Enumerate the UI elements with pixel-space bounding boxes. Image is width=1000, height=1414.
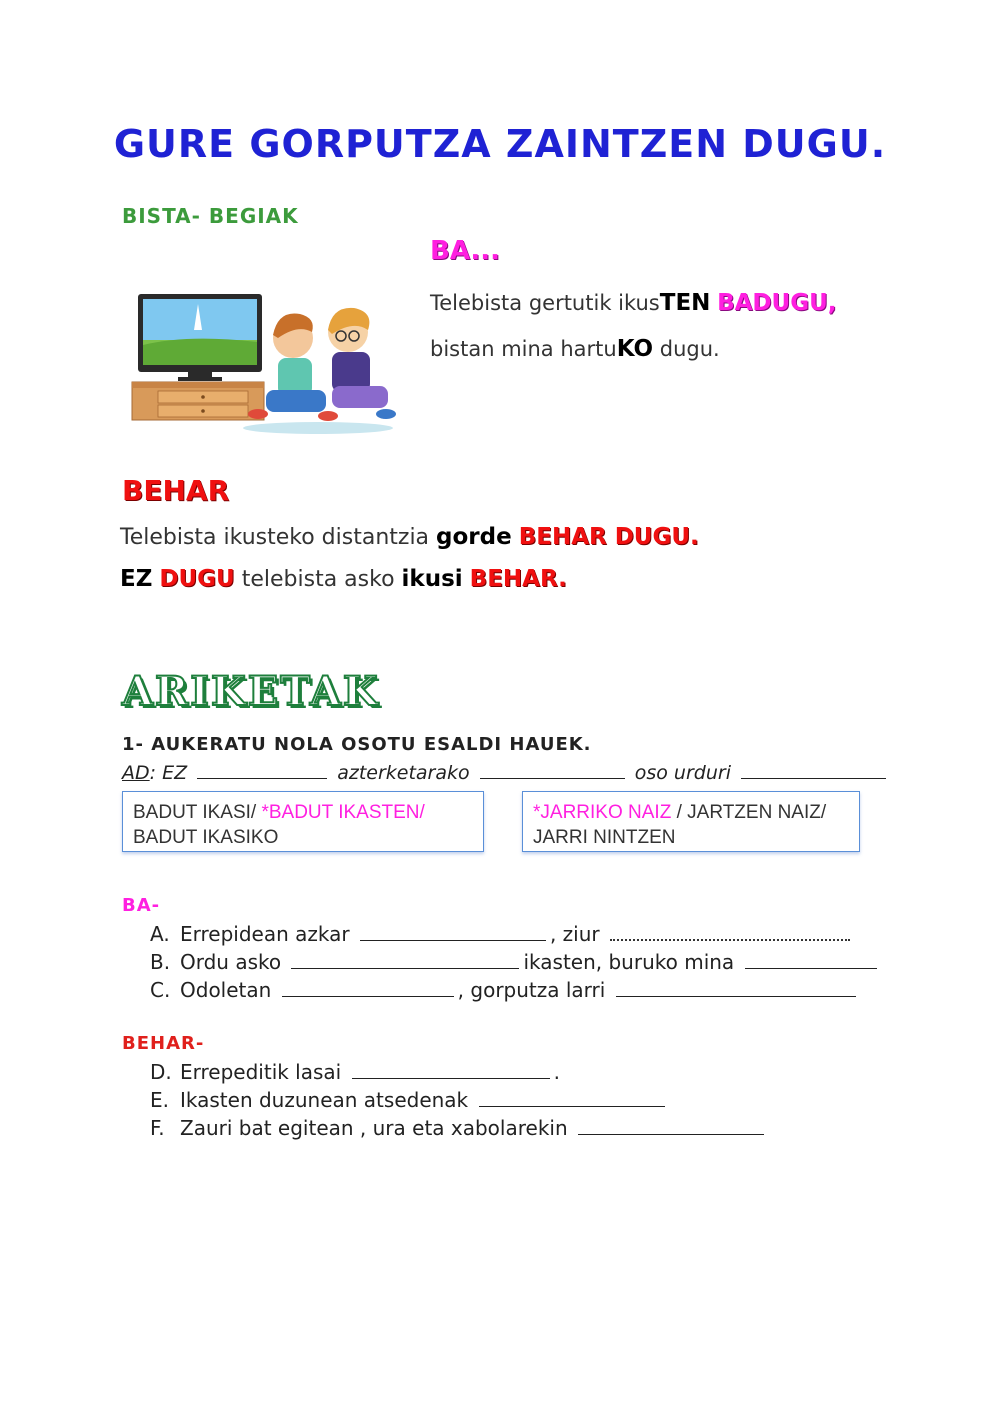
behar-line2-aux: DUGU xyxy=(159,566,235,592)
item-letter: C. xyxy=(150,978,171,1002)
ba-line2-suffix: KO xyxy=(616,336,654,362)
ba-exercise-label: BA- xyxy=(122,895,161,916)
exercise-item-b xyxy=(150,950,881,974)
behar-line2-text: telebista asko xyxy=(241,567,395,592)
item-text-2: . xyxy=(553,1060,560,1084)
example-blank-1[interactable] xyxy=(197,777,327,779)
example-word-2: azterketarako xyxy=(337,762,470,784)
item-letter: E. xyxy=(150,1088,169,1112)
behar-line1-verb: gorde xyxy=(436,524,512,550)
behar-exercise-label: BEHAR- xyxy=(122,1033,205,1054)
behar-line1-emphasis: BEHAR DUGU. xyxy=(518,524,699,550)
example-word-1: : EZ xyxy=(149,762,188,784)
exercise-item-f xyxy=(150,1116,768,1140)
option-badut-ikasi: BADUT IKASI/ xyxy=(133,802,262,823)
ba-line1-text: Telebista gertutik ikus xyxy=(430,291,660,315)
options-box-a-line-2: BADUT IKASIKO xyxy=(133,827,279,848)
item-letter: D. xyxy=(150,1060,172,1084)
option-jartzen-naiz: / JARTZEN NAIZ/ xyxy=(671,802,827,823)
item-d-blank[interactable] xyxy=(352,1077,550,1079)
behar-line1-text: Telebista ikusteko distantzia xyxy=(120,525,430,550)
options-box-b-line-1 xyxy=(533,800,849,825)
ba-line2-end: dugu. xyxy=(659,337,720,361)
section-heading-eyes: BISTA- BEGIAK xyxy=(122,204,299,228)
item-a-blank-2[interactable] xyxy=(610,938,850,941)
item-letter: B. xyxy=(150,950,171,974)
behar-sentence-line-1 xyxy=(120,524,699,550)
behar-line2-emphasis: BEHAR. xyxy=(469,566,567,592)
item-text: Ordu asko xyxy=(180,950,282,974)
behar-sentence-line-2 xyxy=(120,566,567,592)
exercises-heading: ARIKETAK xyxy=(122,668,380,715)
exercise-item-d xyxy=(150,1060,560,1084)
tv-kids-illustration xyxy=(128,290,398,435)
page-title: GURE GORPUTZA ZAINTZEN DUGU. xyxy=(113,122,887,166)
item-b-blank-2[interactable] xyxy=(745,967,877,969)
options-box-a xyxy=(122,791,484,852)
example-prefix: AD xyxy=(122,762,150,784)
ba-heading: BA... xyxy=(430,236,501,266)
exercise-item-e xyxy=(150,1088,669,1112)
item-text-2: , gorputza larri xyxy=(457,978,606,1002)
options-box-a-line-1 xyxy=(133,800,473,825)
item-f-blank[interactable] xyxy=(578,1133,764,1135)
behar-heading: BEHAR xyxy=(122,474,230,507)
example-word-3: oso urduri xyxy=(634,762,731,784)
ba-sentence-line-2 xyxy=(430,336,720,362)
task-1-instruction: 1- AUKERATU NOLA OSOTU ESALDI HAUEK. xyxy=(122,734,592,755)
item-text: Odoletan xyxy=(180,978,272,1002)
item-c-blank-1[interactable] xyxy=(282,995,454,997)
option-badut-ikasten: *BADUT IKASTEN/ xyxy=(261,802,425,823)
item-b-blank-1[interactable] xyxy=(291,967,519,969)
ba-line1-emphasis: BADUGU, xyxy=(717,290,837,316)
item-text: Errepeditik lasai xyxy=(180,1060,342,1084)
options-box-b xyxy=(522,791,860,852)
item-letter: F. xyxy=(150,1116,165,1140)
example-blank-3[interactable] xyxy=(741,777,886,779)
item-text-2: , ziur xyxy=(549,922,600,946)
ba-sentence-line-1 xyxy=(430,290,837,316)
exercise-item-c xyxy=(150,978,860,1002)
ba-line2-text: bistan mina hartu xyxy=(430,337,617,361)
item-text-2: ikasten, buruko mina xyxy=(523,950,735,974)
item-text: Errepidean azkar xyxy=(180,922,350,946)
item-c-blank-2[interactable] xyxy=(616,995,856,997)
exercise-item-a xyxy=(150,922,854,946)
item-e-blank[interactable] xyxy=(479,1105,665,1107)
item-text: Zauri bat egitean , ura eta xabolarekin xyxy=(180,1116,568,1140)
ba-line1-suffix: TEN xyxy=(659,290,711,316)
example-sentence xyxy=(122,762,890,784)
item-letter: A. xyxy=(150,922,170,946)
option-jarriko-naiz: *JARRIKO NAIZ xyxy=(533,802,672,823)
behar-line2-neg: EZ xyxy=(120,566,153,592)
example-blank-2[interactable] xyxy=(480,777,625,779)
behar-line2-verb: ikusi xyxy=(401,566,463,592)
item-a-blank-1[interactable] xyxy=(360,939,546,941)
options-box-b-line-2: JARRI NINTZEN xyxy=(533,827,676,848)
item-text: Ikasten duzunean atsedenak xyxy=(180,1088,469,1112)
